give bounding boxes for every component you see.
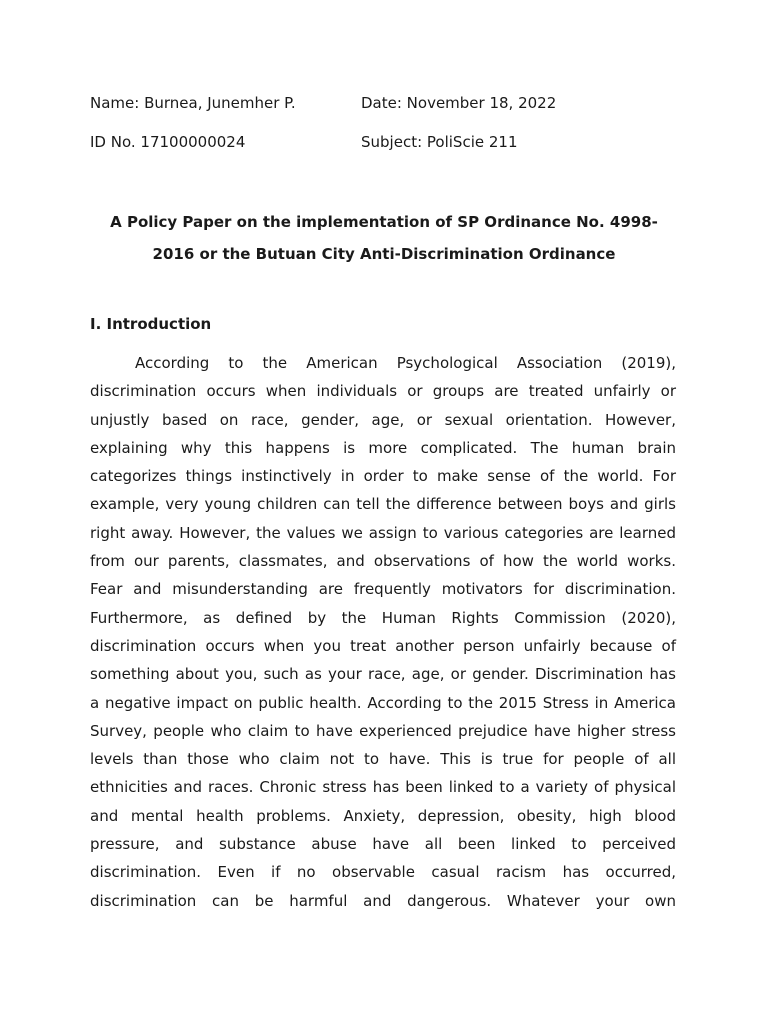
paragraph-line: example, very young children can tell the difference between boys and girls: [90, 495, 676, 514]
paragraph-line: discrimination occurs when individuals or groups are treated unfairly or: [90, 382, 676, 401]
paragraph-line: categorizes things instinctively in order to make sense of the world. For: [90, 467, 676, 486]
paragraph-line: ethnicities and races. Chronic stress has been linked to a variety of physical: [90, 778, 676, 797]
course-subject: Subject: PoliScie 211: [361, 133, 518, 151]
paragraph-line: a negative impact on public health. According to the 2015 Stress in America: [90, 693, 676, 712]
section-heading: I. Introduction: [90, 315, 212, 333]
paragraph-line: Survey, people who claim to have experienced prejudice have higher stress: [90, 721, 676, 740]
paragraph-line: According to the American Psychological Association (2019),: [135, 354, 676, 372]
paragraph-line: levels than those who claim not to have. This is true for people of all: [90, 750, 676, 769]
document-date: Date: November 18, 2022: [361, 94, 557, 112]
introduction-paragraph: [90, 349, 676, 915]
paragraph-line: discrimination can be harmful and dangerous. Whatever your own: [90, 891, 676, 910]
student-id: ID No. 17100000024: [90, 133, 246, 151]
paragraph-line: discrimination occurs when you treat another person unfairly because of: [90, 636, 676, 655]
title-line-1: A Policy Paper on the implementation of SP Ordinance No. 4998-: [110, 213, 658, 231]
paragraph-line: Fear and misunderstanding are frequently motivators for discrimination.: [90, 580, 676, 599]
author-name: Name: Burnea, Junemher P.: [90, 94, 296, 112]
title-line-2: 2016 or the Butuan City Anti-Discrimination Ordinance: [152, 245, 616, 263]
paragraph-line: pressure, and substance abuse have all been linked to perceived: [90, 835, 676, 854]
paragraph-line: Furthermore, as defined by the Human Rights Commission (2020),: [90, 608, 676, 627]
paragraph-line: discrimination. Even if no observable casual racism has occurred,: [90, 863, 676, 882]
paragraph-line: unjustly based on race, gender, age, or sexual orientation. However,: [90, 410, 676, 429]
header-row-2: [90, 132, 690, 152]
document-title: [90, 206, 678, 270]
paragraph-line: and mental health problems. Anxiety, depression, obesity, high blood: [90, 806, 676, 825]
paragraph-line: explaining why this happens is more complicated. The human brain: [90, 438, 676, 457]
paragraph-line: from our parents, classmates, and observations of how the world works.: [90, 552, 676, 571]
header-row-1: [90, 93, 690, 113]
paragraph-line: something about you, such as your race, age, or gender. Discrimination has: [90, 665, 676, 684]
paragraph-line: right away. However, the values we assign to various categories are learned: [90, 523, 676, 542]
